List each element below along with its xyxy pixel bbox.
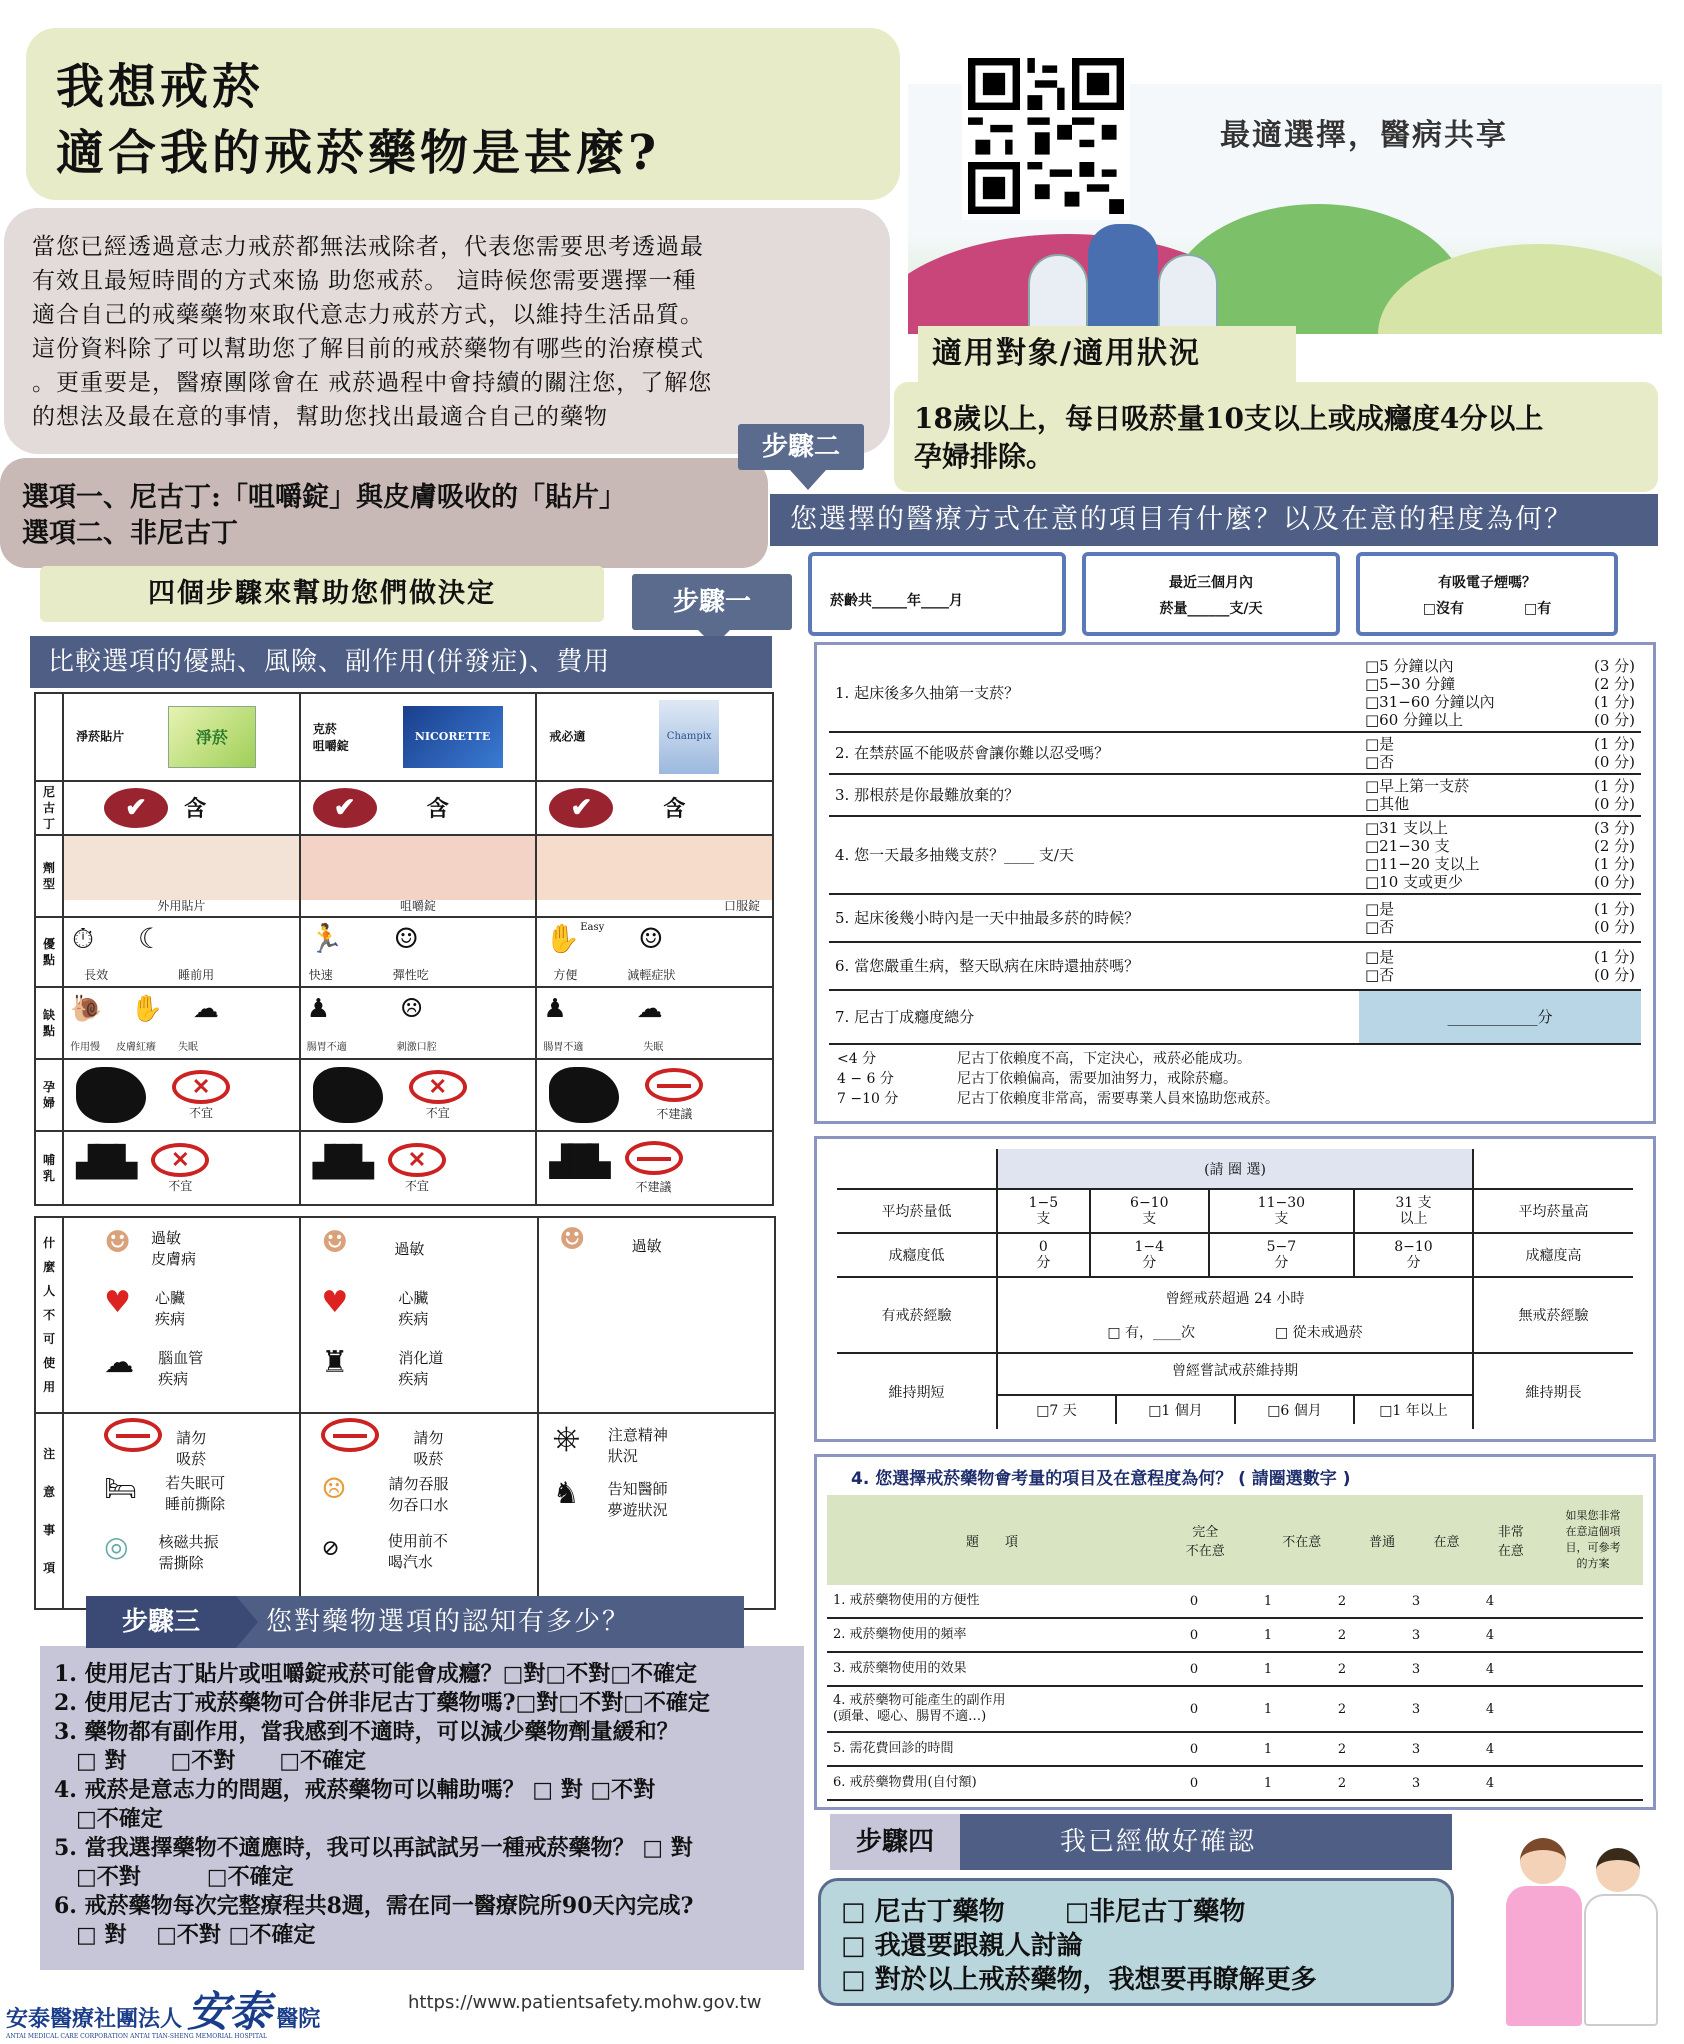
clock-icon: ⏱ bbox=[72, 921, 94, 955]
step3-tag: 步驟三 bbox=[86, 1596, 236, 1648]
quiz-options[interactable]: □不對 □不確定 bbox=[54, 1864, 294, 1890]
non-nicotine-checkbox[interactable]: □非尼古丁藥物 bbox=[1064, 1897, 1246, 1927]
four-steps-heading: 四個步驟來幫助您們做決定 bbox=[40, 566, 604, 622]
concern-score-option[interactable]: 3 bbox=[1411, 1741, 1421, 1757]
doctors-illustration bbox=[1500, 1828, 1680, 2038]
no-smoking-icon bbox=[321, 1418, 379, 1452]
option-checkbox[interactable]: □21−30 支 bbox=[1365, 837, 1450, 855]
qr-code[interactable] bbox=[962, 52, 1130, 220]
product-patch: 淨菸貼片 淨菸 bbox=[63, 693, 300, 781]
faces-icon: ☺ bbox=[393, 921, 419, 955]
no-entry-icon bbox=[645, 1068, 703, 1102]
fagerstrom-table: 1. 起床後多久抽第一支菸？ □5 分鐘以內 (3 分) □5−30 分鐘 (2 分) □31−60 分鐘以內 (1 分) □60 分鐘以上 (0 分) 2. 在禁菸區不能吸菸會讓你難以忍受嗎？ □是 (1 分) □否 (0 分) 3. 那根菸是你最難放棄的？ □早上第一支菸 (1 分) □其他 (0 分) 4. 您一天最多抽幾支菸？____ 支/天 □31 支以上 (3 分) □21−30 支 (2 分) □11−20 支以上 (1 分) □10 支或更少 (0 分) 5. 起床後幾小時內是一天中抽最多菸的時候？ □是 (1 分) □否 (0 分) 6. 當您嚴重生病，整天臥病在床時還抽菸嗎？ □是 (1 分) □否 (0 分) 7. 尼古丁成癮度總分 ____________分 bbox=[829, 655, 1641, 1045]
concern-score-option[interactable]: 1 bbox=[1263, 1627, 1273, 1643]
concern-score-option[interactable]: 2 bbox=[1337, 1701, 1347, 1717]
prohibit-x-icon: ✕ bbox=[172, 1070, 230, 1104]
applicable-line: 18歲以上，每日吸菸量10支以上或成癮度4分以上 bbox=[914, 402, 1544, 435]
duration-option[interactable]: □1 年以上 bbox=[1379, 1402, 1448, 1419]
dependence-option[interactable]: 8−10 分 bbox=[1354, 1233, 1473, 1277]
intro-line: 的想法及最在意的事情，幫助您找出最適合自己的藥物 bbox=[32, 404, 608, 430]
step3-bar: 步驟三 您對藥物選項的認知有多少？ bbox=[86, 1596, 744, 1648]
dependence-option[interactable]: 0 分 bbox=[997, 1233, 1090, 1277]
stomach-icon: ♟ bbox=[543, 993, 567, 1024]
quiz-line[interactable]: 4. 戒菸是意志力的問題，戒菸藥物可以輔助嗎？ □ 對 □不對 bbox=[54, 1777, 656, 1803]
circle-table-panel bbox=[814, 1136, 1656, 1442]
concern-score-option[interactable]: 3 bbox=[1411, 1661, 1421, 1677]
concern-score-option[interactable]: 0 bbox=[1189, 1627, 1199, 1643]
fagerstrom-panel bbox=[814, 642, 1656, 1124]
dependence-option[interactable]: 5−7 分 bbox=[1209, 1233, 1354, 1277]
option-checkbox[interactable]: □60 分鐘以上 bbox=[1365, 711, 1464, 729]
baby-icon: ☻ bbox=[104, 1225, 132, 1260]
amount-option[interactable]: 1−5 支 bbox=[997, 1189, 1090, 1233]
option-checkbox[interactable]: □5−30 分鐘 bbox=[1365, 675, 1456, 693]
option-checkbox[interactable]: □否 bbox=[1365, 753, 1395, 771]
champix-box-icon: Champix bbox=[659, 700, 719, 774]
option-checkbox[interactable]: □11−20 支以上 bbox=[1365, 855, 1480, 873]
prohibit-x-icon: ✕ bbox=[388, 1143, 446, 1177]
concern-score-option[interactable]: 4 bbox=[1485, 1701, 1495, 1717]
footer-url-link[interactable]: https://www.patientsafety.mohw.gov.tw bbox=[408, 1992, 762, 2013]
baby-icon: ☻ bbox=[558, 1222, 586, 1257]
concern-row bbox=[827, 1653, 1643, 1687]
dependence-option[interactable]: 1−4 分 bbox=[1090, 1233, 1209, 1277]
product-champix: 戒必適 Champix bbox=[536, 693, 773, 781]
title-box bbox=[26, 28, 900, 200]
concern-score-option[interactable]: 0 bbox=[1189, 1775, 1199, 1791]
quiz-line: 3. 藥物都有副作用，當我感到不適時，可以減少藥物劑量緩和？ bbox=[54, 1719, 679, 1745]
gum-box-icon: NICORETTE bbox=[403, 706, 503, 768]
amount-option[interactable]: 11−30 支 bbox=[1209, 1189, 1354, 1233]
ecig-no-checkbox[interactable]: □沒有 bbox=[1422, 601, 1464, 617]
concern-score-option[interactable]: 0 bbox=[1189, 1741, 1199, 1757]
question-6: 6. 當您嚴重生病，整天臥病在床時還抽菸嗎？ bbox=[829, 942, 1359, 990]
amount-option[interactable]: 31 支 以上 bbox=[1354, 1189, 1473, 1233]
step2-bar: 您選擇的醫療方式在意的項目有什麼？以及在意的程度為何？ bbox=[770, 494, 1658, 546]
step4-bar: 步驟四 我已經做好確認 bbox=[830, 1814, 1452, 1870]
nicotine-checkbox[interactable]: □ 尼古丁藥物 bbox=[841, 1897, 1005, 1927]
applicable-box bbox=[894, 382, 1658, 492]
concern-row bbox=[827, 1733, 1643, 1767]
sheep-icon: ☁ bbox=[192, 993, 219, 1024]
option-checkbox[interactable]: □否 bbox=[1365, 918, 1395, 936]
quit-experience-yes[interactable]: □ 有，____次 bbox=[1107, 1325, 1195, 1341]
recent-label: 最近三個月內 bbox=[1169, 575, 1253, 591]
concern-item-label: 4. 戒菸藥物可能產生的副作用 (頭暈、噁心、腸胃不適…) bbox=[833, 1693, 1006, 1724]
question-4: 4. 您一天最多抽幾支菸？____ 支/天 bbox=[829, 816, 1359, 894]
digestive-icon: ♜ bbox=[321, 1345, 349, 1380]
ecig-yes-checkbox[interactable]: □有 bbox=[1524, 601, 1552, 617]
intro-line: 。更重要是，醫療團隊會在 戒菸過程中會持續的關注您，了解您 bbox=[32, 370, 713, 396]
hand-easy-icon: ✋ bbox=[545, 921, 581, 955]
concern-score-option[interactable]: 0 bbox=[1189, 1593, 1199, 1609]
row-label-breastfeed: 哺 乳 bbox=[35, 1131, 63, 1205]
applicable-line: 孕婦排除。 bbox=[914, 440, 1055, 473]
breastfeeding-icon: ▟█▙ bbox=[312, 1144, 370, 1180]
stomach-icon: ♟ bbox=[306, 993, 331, 1024]
no-smoking-icon bbox=[104, 1418, 162, 1452]
concern-row bbox=[827, 1585, 1643, 1619]
question-5: 5. 起床後幾小時內是一天中抽最多菸的時候？ bbox=[829, 894, 1359, 942]
recent-amount-box bbox=[1082, 552, 1340, 636]
no-soda-icon: ⊘ bbox=[321, 1536, 340, 1561]
mri-icon: ◎ bbox=[104, 1530, 129, 1563]
step3-box bbox=[40, 1646, 804, 1970]
hospital-logo: 安泰 bbox=[187, 1987, 272, 2036]
quiz-line[interactable]: 1. 使用尼古丁貼片或咀嚼錠戒菸可能會成癮？□對□不對□不確定 bbox=[54, 1661, 697, 1687]
concern-score-option[interactable]: 1 bbox=[1263, 1661, 1273, 1677]
duration-option[interactable]: □1 個月 bbox=[1117, 1396, 1236, 1424]
compare-table: 淨菸貼片 淨菸 克菸 咀嚼錠 NICORETTE 戒必適 Champix 尼 古 丁 ✔ 含 ✔ 含 ✔ 含 劑 型 外用貼片 咀嚼錠 口服錠 優 點 ⏱ ☾ 長效 睡前用 🏃 ☺ 快速 彈性吃 ✋$^{Easy}$ ☺ 方便 減輕症狀 缺 點 🐌 ✋ ☁ 作用慢 皮膚紅癢 失眠 ♟ ☹ 腸胃不適 刺激口腔 ♟ ☁ 腸胃不適 失眠 孕 婦 ✕ 不宜 ✕ 不宜 不建議 哺 乳 ▟█▙ ✕ 不宜 ▟█▙ ✕ 不宜 ▟█▙ 不建議 bbox=[34, 692, 774, 1206]
pregnant-icon bbox=[76, 1067, 146, 1123]
moon-icon: ☾ bbox=[137, 921, 164, 955]
breastfeeding-icon: ▟█▙ bbox=[549, 1144, 607, 1180]
contraindication-table: 什 麼 人 不 可 使 用 ☻ 過敏 皮膚病 ♥ 心臟 疾病 ☁ 腦血管 疾病 ☻ 過敏 ♥ 心臟 疾病 ♜ 消化道 疾病 ☻ 過敏 注 意 事 項 請勿 吸菸 🛏 若失眠可 睡前撕除 ◎ 核磁共振 需撕除 請勿 吸菸 ☹ 請勿吞服 勿吞口水 ⊘ 使用前不 喝汽水 ⎈ 注意精神 狀況 ♞ 告知醫師 夢遊狀況 bbox=[34, 1216, 776, 1610]
concern-score-option[interactable]: 3 bbox=[1411, 1593, 1421, 1609]
duration-option[interactable]: □7 天 bbox=[998, 1396, 1117, 1424]
concern-score-option[interactable]: 2 bbox=[1337, 1627, 1347, 1643]
applicable-tag: 適用對象/適用狀況 bbox=[918, 326, 1296, 382]
concern-score-option[interactable]: 1 bbox=[1263, 1775, 1273, 1791]
concern-score-option[interactable]: 2 bbox=[1337, 1661, 1347, 1677]
row-label-pros: 優 點 bbox=[35, 917, 63, 987]
option-checkbox[interactable]: □31 支以上 bbox=[1365, 819, 1449, 837]
concern-score-option[interactable]: 1 bbox=[1263, 1701, 1273, 1717]
concern-score-option[interactable]: 1 bbox=[1263, 1741, 1273, 1757]
no-entry-icon bbox=[625, 1141, 683, 1175]
row-label-cons: 缺 點 bbox=[35, 987, 63, 1059]
prohibit-x-icon: ✕ bbox=[409, 1070, 467, 1104]
duration-option[interactable]: □6 個月 bbox=[1236, 1396, 1355, 1424]
intro-line: 這份資料除了可以幫助您了解目前的戒菸藥物有哪些的治療模式 bbox=[32, 336, 704, 362]
baby-icon: ☻ bbox=[321, 1225, 349, 1260]
option-checkbox[interactable]: □否 bbox=[1365, 966, 1395, 984]
option-checkbox[interactable]: □是 bbox=[1365, 735, 1395, 753]
option-checkbox[interactable]: □是 bbox=[1365, 948, 1395, 966]
bed-icon: 🛏 bbox=[104, 1474, 138, 1504]
concern-score-option[interactable]: 2 bbox=[1337, 1593, 1347, 1609]
concern-title: 4. 您選擇戒菸藥物會考量的項目及在意程度為何？ ( 請圈選數字 ) bbox=[851, 1469, 1351, 1489]
learn-more-checkbox[interactable]: □ 對於以上戒菸藥物，我想要再瞭解更多 bbox=[841, 1965, 1317, 1995]
concern-panel bbox=[814, 1454, 1656, 1810]
patch-photo: 外用貼片 bbox=[63, 835, 300, 917]
patch-box-icon: 淨菸 bbox=[168, 706, 256, 768]
amount-option[interactable]: 6−10 支 bbox=[1090, 1189, 1209, 1233]
step4-box bbox=[818, 1878, 1454, 2006]
concern-score-option[interactable]: 3 bbox=[1411, 1627, 1421, 1643]
concern-score-option[interactable]: 1 bbox=[1263, 1593, 1273, 1609]
steering-wheel-icon: ⎈ bbox=[552, 1418, 580, 1458]
step1-bar: 比較選項的優點、風險、副作用(併發症)、費用 bbox=[30, 636, 772, 688]
option-checkbox[interactable]: □5 分鐘以內 bbox=[1365, 657, 1454, 675]
concern-item-label: 6. 戒菸藥物費用(自付額) bbox=[833, 1775, 977, 1790]
concern-score-option[interactable]: 0 bbox=[1189, 1661, 1199, 1677]
concern-row bbox=[827, 1687, 1643, 1733]
recent-amount-field[interactable]: 菸量______支/天 bbox=[1159, 601, 1263, 617]
concern-row bbox=[827, 1619, 1643, 1653]
breastfeeding-icon: ▟█▙ bbox=[76, 1144, 134, 1180]
concern-item-label: 3. 戒菸藥物使用的效果 bbox=[833, 1661, 967, 1676]
row-label-notes: 注 意 事 項 bbox=[35, 1413, 63, 1609]
smoking-years-field[interactable]: 菸齡共_____年____月 bbox=[808, 552, 1066, 636]
prohibit-x-icon: ✕ bbox=[151, 1143, 209, 1177]
row-label-who: 什 麼 人 不 可 使 用 bbox=[35, 1217, 63, 1413]
product-gum: 克菸 咀嚼錠 NICORETTE bbox=[300, 693, 537, 781]
option-checkbox[interactable]: □是 bbox=[1365, 900, 1395, 918]
page-subtitle: 適合我的戒菸藥物是甚麼? bbox=[56, 125, 661, 181]
question-2: 2. 在禁菸區不能吸菸會讓你難以忍受嗎？ bbox=[829, 732, 1359, 774]
snail-icon: 🐌 bbox=[70, 993, 103, 1024]
footer-logo: 安泰醫療社團法人 安泰 醫院 ANTAI MEDICAL CARE CORPORATION ANTAI TIAN-SHENG MEMORIAL HOSPITAL bbox=[6, 1987, 321, 2040]
step2-arrow bbox=[790, 470, 826, 490]
step1-tag: 步驟一 bbox=[632, 574, 792, 630]
options-box bbox=[0, 458, 768, 568]
quiz-options[interactable]: □ 對 □不對 □不確定 bbox=[54, 1748, 367, 1774]
concern-score-option[interactable]: 4 bbox=[1485, 1661, 1495, 1677]
itchy-hand-icon: ✋ bbox=[130, 993, 163, 1024]
open-mouth-icon: ☹ bbox=[321, 1472, 347, 1505]
concern-score-option[interactable]: 4 bbox=[1485, 1593, 1495, 1609]
row-label-pregnant: 孕 婦 bbox=[35, 1059, 63, 1131]
sheep-icon: ☁ bbox=[636, 993, 663, 1024]
option-checkbox[interactable]: □其他 bbox=[1365, 795, 1410, 813]
check-icon: ✔ bbox=[549, 788, 613, 828]
option-checkbox[interactable]: □10 支或更少 bbox=[1365, 873, 1464, 891]
gum-photo: 咀嚼錠 bbox=[300, 835, 537, 917]
people-figure bbox=[1088, 224, 1158, 334]
option-checkbox[interactable]: □早上第一支菸 bbox=[1365, 777, 1470, 795]
step2-tag: 步驟二 bbox=[738, 424, 864, 470]
family-icon: ☺ bbox=[638, 921, 664, 955]
concern-rows bbox=[827, 1585, 1643, 1801]
score-notes: <4 分 尼古丁依賴度不高，下定決心，戒菸必能成功。 4 − 6 分 尼古丁依賴偏高，需要加油努力，戒除菸癮。 7 −10 分 尼古丁依賴度非常高，需要專業人員來協助您戒菸。 bbox=[837, 1051, 1279, 1107]
pregnant-icon bbox=[549, 1067, 619, 1123]
concern-item-label: 1. 戒菸藥物使用的方便性 bbox=[833, 1593, 980, 1608]
pregnant-icon bbox=[313, 1067, 383, 1123]
row-label-nicotine: 尼 古 丁 bbox=[35, 781, 63, 835]
concern-score-option[interactable]: 4 bbox=[1485, 1627, 1495, 1643]
concern-score-option[interactable]: 0 bbox=[1189, 1701, 1199, 1717]
intro-paragraph bbox=[4, 208, 890, 454]
concern-score-option[interactable]: 2 bbox=[1337, 1775, 1347, 1791]
discuss-family-checkbox[interactable]: □ 我還要跟親人討論 bbox=[841, 1931, 1083, 1961]
option-checkbox[interactable]: □31−60 分鐘以內 bbox=[1365, 693, 1495, 711]
concern-row bbox=[827, 1767, 1643, 1801]
option-one: 選項一、尼古丁:「咀嚼錠」與皮膚吸收的「貼片」 bbox=[22, 482, 626, 513]
heart-icon: ♥ bbox=[321, 1285, 349, 1320]
pill-photo: 口服錠 bbox=[536, 835, 773, 917]
quiz-line: 6. 戒菸藥物每次完整療程共8週，需在同一醫療院所90天內完成? bbox=[54, 1893, 694, 1919]
circle-table: (請 圈 選) 平均菸量低 1−5 支 6−10 支 11−30 支 31 支 以上 平均菸量高 成癮度低 0 分 1−4 分 5−7 分 8−10 分 成癮度高 有戒菸經驗 曾經戒菸超過 24 小時 □ 有，____次 □ 從未戒過菸 無戒菸經驗 維持期短 曾經嘗試戒菸維持期 □7 天 □1 個月 □6 個月 □1 年以上 維持期長 bbox=[837, 1149, 1633, 1429]
ecig-box bbox=[1356, 552, 1618, 636]
intro-line: 適合自己的戒藥藥物來取代意志力戒菸方式，以維持生活品質。 bbox=[32, 302, 704, 328]
concern-item-label: 5. 需花費回診的時間 bbox=[833, 1741, 954, 1756]
sleepwalk-icon: ♞ bbox=[552, 1476, 580, 1511]
running-icon: 🏃 bbox=[308, 921, 344, 955]
step4-tag: 步驟四 bbox=[830, 1814, 960, 1870]
intro-line: 當您已經透過意志力戒菸都無法戒除者，代表您需要思考透過最 bbox=[32, 234, 704, 260]
mouth-icon: ☹ bbox=[400, 993, 424, 1024]
question-1: 1. 起床後多久抽第一支菸？ bbox=[829, 655, 1359, 732]
hero-banner-text: 最適選擇，醫病共享 bbox=[1220, 118, 1508, 153]
ecig-question: 有吸電子煙嗎？ bbox=[1438, 575, 1536, 591]
check-icon: ✔ bbox=[104, 788, 168, 828]
quit-experience-no[interactable]: □ 從未戒過菸 bbox=[1275, 1325, 1363, 1341]
question-3: 3. 那根菸是你最難放棄的？ bbox=[829, 774, 1359, 816]
brain-icon: ☁ bbox=[104, 1345, 135, 1380]
concern-score-option[interactable]: 3 bbox=[1411, 1775, 1421, 1791]
concern-score-option[interactable]: 3 bbox=[1411, 1701, 1421, 1717]
concern-table: 題 項 完全 不在意 不在意 普通 在意 非常 在意 如果您非常 在意這個項 目，可參考 的方案 bbox=[827, 1495, 1643, 1585]
page-title: 我想戒菸 bbox=[56, 59, 265, 115]
quiz-options[interactable]: □ 對 □不對 □不確定 bbox=[54, 1922, 316, 1948]
option-two: 選項二、非尼古丁 bbox=[22, 518, 238, 549]
heart-icon: ♥ bbox=[104, 1285, 132, 1320]
concern-score-option[interactable]: 2 bbox=[1337, 1741, 1347, 1757]
row-label-form: 劑 型 bbox=[35, 835, 63, 917]
concern-score-option[interactable]: 4 bbox=[1485, 1741, 1495, 1757]
intro-line: 有效且最短時間的方式來協 助您戒菸。 這時候您需要選擇一種 bbox=[32, 268, 697, 294]
check-icon: ✔ bbox=[313, 788, 377, 828]
total-score-label: 7. 尼古丁成癮度總分 bbox=[829, 990, 1359, 1044]
total-score-field[interactable]: ____________分 bbox=[1359, 990, 1641, 1044]
quiz-line[interactable]: 5. 當我選擇藥物不適應時，我可以再試試另一種戒菸藥物？ □ 對 bbox=[54, 1835, 693, 1861]
quiz-line[interactable]: 2. 使用尼古丁戒菸藥物可合併非尼古丁藥物嗎?□對□不對□不確定 bbox=[54, 1690, 710, 1716]
concern-item-label: 2. 戒菸藥物使用的頻率 bbox=[833, 1627, 967, 1642]
circle-header: (請 圈 選) bbox=[997, 1149, 1473, 1189]
quiz-options[interactable]: □不確定 bbox=[54, 1806, 163, 1832]
concern-score-option[interactable]: 4 bbox=[1485, 1775, 1495, 1791]
